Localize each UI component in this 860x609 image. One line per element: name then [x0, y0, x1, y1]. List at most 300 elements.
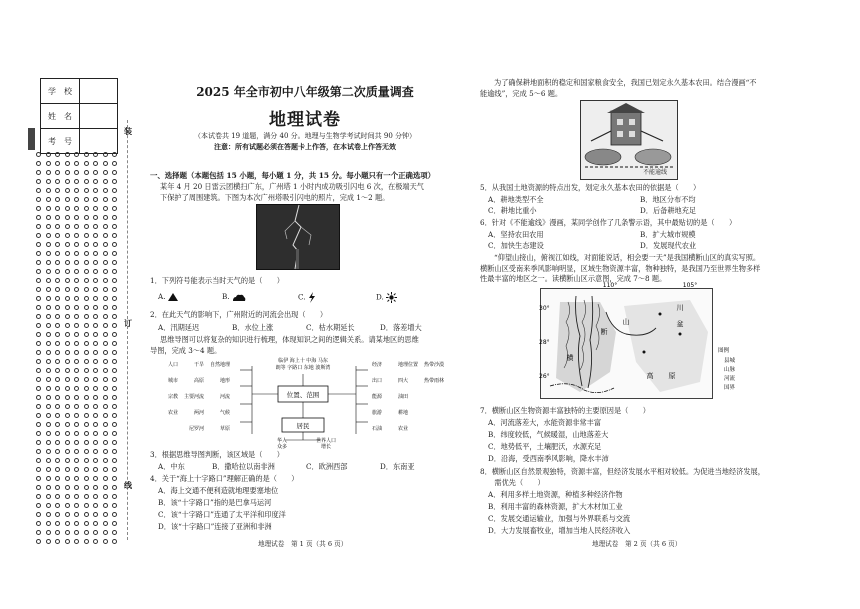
answer-dot: [84, 215, 89, 220]
answer-dot: [74, 359, 79, 364]
q6-option-c[interactable]: C．加快生态建设: [488, 241, 544, 250]
answer-dot: [55, 359, 60, 364]
answer-dot: [103, 251, 108, 256]
map-region-label: 原: [668, 372, 676, 380]
q4-option-b[interactable]: B．该“十字路口”指的是巴拿马运河: [158, 498, 272, 507]
q6-option-a[interactable]: A．坚持农田农用: [488, 230, 544, 239]
sun-icon: [386, 292, 397, 303]
answer-dot: [112, 314, 117, 319]
answer-dot: [74, 269, 79, 274]
answer-dot: [46, 296, 51, 301]
answer-dot: [55, 287, 60, 292]
answer-dot: [36, 242, 41, 247]
answer-dot: [93, 368, 98, 373]
q8-option-a[interactable]: A．利用多样土地资源，种植多种经济作物: [488, 490, 623, 499]
answer-dot: [112, 368, 117, 373]
answer-dot: [74, 170, 79, 175]
answer-dot: [84, 377, 89, 382]
answer-dot: [36, 395, 41, 400]
answer-dot: [65, 350, 70, 355]
question-7: 7．横断山区生物资源丰富独特的主要原因是（ ）: [480, 406, 650, 415]
answer-dot: [93, 485, 98, 490]
answer-dot: [65, 170, 70, 175]
answer-dot: [36, 521, 41, 526]
answer-dot: [74, 341, 79, 346]
answer-dot: [46, 188, 51, 193]
answer-dot: [84, 413, 89, 418]
answer-dot: [103, 359, 108, 364]
answer-dot: [112, 359, 117, 364]
answer-dot: [65, 323, 70, 328]
q3-option-c[interactable]: C．欧洲西部: [306, 462, 348, 471]
answer-dot: [46, 341, 51, 346]
answer-dot: [36, 233, 41, 238]
answer-dot: [36, 152, 41, 157]
answer-dot: [84, 521, 89, 526]
answer-dot: [74, 476, 79, 481]
answer-dot: [84, 404, 89, 409]
answer-dot: [55, 170, 60, 175]
answer-dot: [55, 305, 60, 310]
answer-dot: [84, 458, 89, 463]
q1-option-c[interactable]: C.: [298, 292, 316, 303]
answer-dot: [74, 233, 79, 238]
answer-dot: [84, 269, 89, 274]
answer-dot: [65, 215, 70, 220]
answer-dot: [74, 296, 79, 301]
answer-dot: [74, 161, 79, 166]
question-5: 5．从我国土地资源的特点出发，划定永久基本农田的依据是（ ）: [480, 183, 701, 192]
answer-dot: [84, 476, 89, 481]
q3-option-a[interactable]: A．中东: [158, 462, 185, 471]
answer-dot: [46, 422, 51, 427]
answer-dot: [84, 503, 89, 508]
answer-dot: [65, 152, 70, 157]
answer-dot: [36, 449, 41, 454]
answer-dot: [112, 161, 117, 166]
answer-dot: [46, 197, 51, 202]
answer-dot: [74, 152, 79, 157]
q2-option-b[interactable]: B．水位上涨: [232, 323, 274, 332]
answer-dot: [112, 278, 117, 283]
answer-dot: [93, 161, 98, 166]
answer-dot: [112, 539, 117, 544]
answer-dot: [93, 224, 98, 229]
answer-dot: [65, 314, 70, 319]
answer-dot: [84, 341, 89, 346]
answer-dot: [46, 170, 51, 175]
answer-dot: [36, 287, 41, 292]
q5-option-c[interactable]: C．耕地比重小: [488, 206, 537, 215]
q8-option-b[interactable]: B．利用丰富的森林资源，扩大木材加工业: [488, 502, 623, 511]
answer-dot: [46, 512, 51, 517]
q4-option-d[interactable]: D．该“十字路口”连接了亚洲和非洲: [158, 522, 272, 531]
map-latitude-label: 30°: [539, 305, 550, 312]
q8-option-c[interactable]: C．发展交通运输业，加强与外界联系与交流: [488, 514, 631, 523]
answer-dot: [55, 242, 60, 247]
answer-dot: [36, 332, 41, 337]
q6-option-d[interactable]: D．发展现代农业: [640, 241, 697, 250]
answer-dot: [46, 521, 51, 526]
q7-option-a[interactable]: A．河流落差大，水能资源非常丰富: [488, 418, 602, 427]
binding-word-zhuang: 装: [124, 126, 132, 136]
answer-dot: [36, 350, 41, 355]
answer-dot: [84, 395, 89, 400]
answer-dot: [36, 170, 41, 175]
hengduan-map: [540, 282, 736, 400]
page-footer-1: 地理试卷 第 1 页（共 6 页）: [258, 540, 348, 548]
question-2: 2．在此天气的影响下，广州附近的河流会出现（ ）: [150, 310, 328, 319]
school-field[interactable]: [80, 79, 118, 104]
answer-dot: [103, 377, 108, 382]
answer-dot: [84, 188, 89, 193]
q8-option-d[interactable]: D．大力发展畜牧业，增加当地人民经济收入: [488, 526, 631, 535]
answer-dot: [84, 242, 89, 247]
answer-dot: [103, 422, 108, 427]
answer-dot: [74, 503, 79, 508]
answer-dot: [55, 485, 60, 490]
mindmap-right-label: 油田: [398, 394, 409, 400]
answer-dot: [103, 539, 108, 544]
answer-dot: [65, 269, 70, 274]
answer-dot: [65, 413, 70, 418]
q3-option-b[interactable]: B．撒哈拉以南非洲: [212, 462, 275, 471]
answer-dot: [93, 386, 98, 391]
mindmap-left-label: 两河: [193, 410, 204, 416]
answer-dot: [36, 512, 41, 517]
answer-dot: [36, 305, 41, 310]
mindmap-top-label: 临伊 海上十 中海 马东: [278, 358, 328, 364]
answer-dot: [103, 269, 108, 274]
answer-dot: [84, 449, 89, 454]
answer-dot: [36, 323, 41, 328]
answer-dot: [36, 431, 41, 436]
answer-dot: [103, 161, 108, 166]
answer-dot: [84, 359, 89, 364]
answer-dot: [36, 368, 41, 373]
answer-dot: [112, 170, 117, 175]
answer-dot: [46, 458, 51, 463]
q2-option-c[interactable]: C．枯水期延长: [306, 323, 355, 332]
answer-dot: [103, 386, 108, 391]
answer-dot: [65, 395, 70, 400]
answer-dot: [112, 251, 117, 256]
answer-dot: [36, 377, 41, 382]
map-region-label: 横: [566, 354, 574, 362]
answer-dot: [46, 530, 51, 535]
answer-dot: [46, 260, 51, 265]
answer-dot: [65, 332, 70, 337]
answer-dot: [46, 395, 51, 400]
answer-dot: [55, 404, 60, 409]
q5-option-b[interactable]: B．地区分布不均: [640, 195, 696, 204]
answer-dot: [74, 395, 79, 400]
answer-dot: [84, 332, 89, 337]
answer-dot: [74, 458, 79, 463]
answer-dot: [93, 359, 98, 364]
map-longitude-label: 105°: [682, 282, 698, 289]
answer-dot: [93, 197, 98, 202]
answer-dot: [74, 314, 79, 319]
answer-dot: [46, 215, 51, 220]
q1-option-b[interactable]: B.: [222, 292, 246, 301]
q1-option-d[interactable]: D.: [376, 292, 397, 303]
answer-dot: [36, 530, 41, 535]
answer-dot: [84, 431, 89, 436]
answer-dot: [93, 242, 98, 247]
mindmap-right-label: 地理位置: [398, 362, 419, 368]
answer-dot: [55, 296, 60, 301]
answer-dot: [112, 404, 117, 409]
answer-dot: [36, 179, 41, 184]
answer-dot: [84, 233, 89, 238]
q5-option-a[interactable]: A．耕地类型不全: [488, 195, 544, 204]
answer-dot: [65, 251, 70, 256]
mindmap-bottom-label: 华人: [276, 438, 288, 444]
answer-dot: [46, 161, 51, 166]
answer-dot: [55, 323, 60, 328]
answer-dot: [103, 188, 108, 193]
answer-dot: [46, 251, 51, 256]
answer-dot: [65, 224, 70, 229]
answer-dot: [93, 314, 98, 319]
answer-dot: [103, 512, 108, 517]
answer-dot: [46, 350, 51, 355]
lightning-photo: [256, 204, 340, 270]
answer-dot: [93, 521, 98, 526]
answer-dot: [65, 431, 70, 436]
legend-item: 河流: [724, 376, 736, 382]
mindmap-bottom-label: 众多: [276, 444, 288, 450]
answer-dot: [36, 413, 41, 418]
answer-dot: [93, 215, 98, 220]
answer-dot: [84, 170, 89, 175]
answer-dot: [55, 503, 60, 508]
answer-dot: [74, 440, 79, 445]
exam-number-field[interactable]: [80, 129, 118, 154]
answer-dot: [55, 341, 60, 346]
answer-dot: [55, 521, 60, 526]
answer-dot: [55, 332, 60, 337]
mindmap-left-label: 尼罗河: [188, 426, 204, 432]
answer-dot: [84, 179, 89, 184]
answer-dot: [93, 170, 98, 175]
answer-dot: [46, 359, 51, 364]
q7-option-d[interactable]: D．沿海，受西南季风影响，降水丰沛: [488, 454, 609, 463]
answer-dot: [65, 476, 70, 481]
mindmap-left-label: 城市: [167, 378, 178, 384]
q5-option-d[interactable]: D．后备耕地充足: [640, 206, 697, 215]
answer-dot: [112, 152, 117, 157]
q2-option-a[interactable]: A．汛期延迟: [158, 323, 200, 332]
map-legend: [718, 346, 736, 391]
answer-dot: [65, 386, 70, 391]
answer-dot: [36, 404, 41, 409]
mindmap-right-label: 出口: [372, 378, 383, 384]
mindmap-right-label: 热带雨林: [424, 378, 445, 384]
answer-dot: [112, 440, 117, 445]
answer-dot: [103, 449, 108, 454]
answer-dot: [103, 260, 108, 265]
answer-dot: [74, 206, 79, 211]
answer-dot: [84, 440, 89, 445]
answer-dot: [65, 467, 70, 472]
answer-dot: [55, 206, 60, 211]
q4-option-c[interactable]: C．该“十字路口”连通了太平洋和印度洋: [158, 510, 286, 519]
answer-dot: [112, 206, 117, 211]
answer-dot: [84, 206, 89, 211]
mindmap-right-label: 经济: [372, 362, 383, 368]
answer-dot: [112, 350, 117, 355]
answer-dot: [93, 296, 98, 301]
answer-dot: [65, 449, 70, 454]
answer-dot: [112, 269, 117, 274]
answer-dot: [103, 467, 108, 472]
answer-dot: [84, 296, 89, 301]
mindmap-left-label: 气候: [219, 410, 230, 416]
answer-dot: [55, 440, 60, 445]
answer-dot: [46, 467, 51, 472]
mindmap-left-label: 人口: [167, 362, 178, 368]
answer-dot: [93, 350, 98, 355]
answer-dot: [93, 341, 98, 346]
answer-dot: [93, 512, 98, 517]
cloud-icon: [232, 293, 246, 301]
q6-option-b[interactable]: B．扩大城市规模: [640, 230, 696, 239]
answer-dot: [36, 314, 41, 319]
answer-dot: [46, 152, 51, 157]
answer-dot: [74, 215, 79, 220]
answer-dot: [84, 386, 89, 391]
map-region-label: 断: [600, 328, 608, 336]
answer-dot: [112, 458, 117, 463]
answer-dot: [103, 233, 108, 238]
answer-dot: [103, 368, 108, 373]
answer-dot: [65, 377, 70, 382]
answer-dot: [103, 305, 108, 310]
answer-dot: [84, 251, 89, 256]
answer-dot: [65, 197, 70, 202]
answer-dot: [46, 305, 51, 310]
answer-dot: [93, 278, 98, 283]
name-field[interactable]: [80, 104, 118, 129]
question-1: 1．下列符号能表示当时天气的是（ ）: [150, 276, 284, 285]
answer-dot: [103, 476, 108, 481]
answer-dot: [103, 458, 108, 463]
q7-option-b[interactable]: B．纬度较低，气候暖湿，山地落差大: [488, 430, 609, 439]
answer-dot: [55, 350, 60, 355]
answer-dot: [36, 539, 41, 544]
q2-option-d[interactable]: D．落差增大: [380, 323, 422, 332]
answer-dot: [55, 314, 60, 319]
answer-dot: [55, 530, 60, 535]
answer-dot: [46, 269, 51, 274]
mindmap-left-label: 主要河流: [183, 394, 204, 400]
q7-option-c[interactable]: C．地势低平，土壤肥沃，水源充足: [488, 442, 602, 451]
answer-dot: [55, 386, 60, 391]
farmland-cartoon: [580, 100, 678, 180]
question-8: 8．横断山区自然景观独特，资源丰富，但经济发展水平相对较低。为促进当地经济发展， 需优先（ ）: [480, 467, 765, 487]
answer-dot: [112, 224, 117, 229]
exam-title: 2025 年全市初中八年级第二次质量调查: [196, 85, 414, 99]
answer-dot: [36, 359, 41, 364]
answer-dot: [93, 251, 98, 256]
q3-option-d[interactable]: D．东南亚: [380, 462, 415, 471]
answer-dot: [46, 494, 51, 499]
answer-dot: [103, 179, 108, 184]
answer-dot: [55, 494, 60, 499]
answer-dot: [46, 242, 51, 247]
answer-dot: [74, 188, 79, 193]
mindmap-left-labels: [168, 361, 230, 432]
answer-dot: [55, 431, 60, 436]
answer-dot: [112, 332, 117, 337]
answer-dot: [103, 215, 108, 220]
answer-dot: [65, 359, 70, 364]
answer-dot: [74, 530, 79, 535]
answer-dot: [65, 494, 70, 499]
mindmap-left-label: 宗教: [167, 394, 178, 400]
answer-dot: [65, 512, 70, 517]
answer-dot: [46, 503, 51, 508]
answer-dot: [36, 260, 41, 265]
answer-dot: [55, 395, 60, 400]
answer-dot: [84, 278, 89, 283]
answer-dot: [46, 233, 51, 238]
answer-dot: [74, 242, 79, 247]
mindmap-bottom-labels: [277, 437, 336, 450]
q4-option-a[interactable]: A．海上交通不便利造就地理要塞地位: [158, 486, 279, 495]
answer-dot: [55, 152, 60, 157]
answer-dot: [65, 422, 70, 427]
answer-dot: [93, 179, 98, 184]
answer-dot: [74, 224, 79, 229]
name-label: 姓 名: [41, 104, 80, 129]
answer-dot: [65, 233, 70, 238]
answer-dot: [46, 431, 51, 436]
answer-dot: [84, 323, 89, 328]
answer-dot: [36, 341, 41, 346]
answer-dot: [84, 494, 89, 499]
answer-dot: [46, 449, 51, 454]
answer-dot: [103, 278, 108, 283]
answer-dot: [103, 242, 108, 247]
answer-dot: [55, 539, 60, 544]
answer-dot: [36, 197, 41, 202]
barcode-mark: [28, 128, 35, 150]
answer-dot: [74, 350, 79, 355]
map-region-label: 山: [622, 318, 630, 326]
answer-dot: [65, 440, 70, 445]
answer-dot: [36, 206, 41, 211]
answer-dot: [36, 494, 41, 499]
answer-dot: [36, 476, 41, 481]
map-region-label: 川: [676, 304, 684, 312]
answer-dot: [112, 188, 117, 193]
answer-dot: [65, 503, 70, 508]
answer-dot: [93, 395, 98, 400]
answer-dot: [84, 152, 89, 157]
answer-dot: [112, 494, 117, 499]
mindmap-left-label: 农业: [167, 410, 178, 416]
answer-dot: [103, 224, 108, 229]
q1-option-a[interactable]: A.: [158, 292, 178, 301]
answer-dot: [93, 494, 98, 499]
answer-dot: [112, 197, 117, 202]
answer-dot: [103, 431, 108, 436]
mindmap-right-label: 旅游: [372, 410, 383, 416]
answer-dot: [55, 458, 60, 463]
